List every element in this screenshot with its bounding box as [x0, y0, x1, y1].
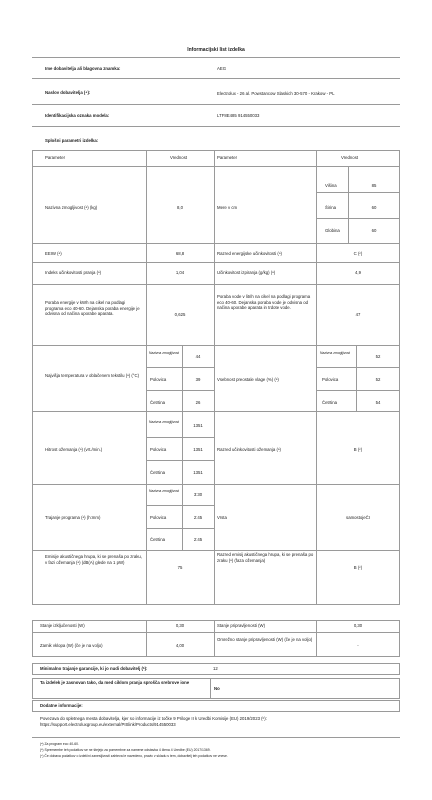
rinsing-value: 4,9 [355, 270, 361, 275]
depth-value: 60 [371, 228, 377, 233]
moisture-half-label: Polovica [322, 377, 339, 382]
spin-speed-rated-value: 1351 [193, 423, 203, 428]
supplier-link-text: Povezava do spletnega mesta dobavitelja, kjer so informacije iz točke 9 Priloge II k Uredbi Komisije (EU) 2019/2023 (ᵇ): https://support.electroluxgroup.eu/external/PISlink/Products/914550033 [40, 716, 267, 727]
warranty-value: 12 [213, 666, 218, 671]
col-header-parameter-right: Parameter [217, 155, 238, 160]
height-value: 85 [371, 183, 377, 188]
supplier-address-label: Naslov dobavitelja (⁴): [45, 90, 91, 95]
width-label: Širina [325, 205, 336, 210]
general-parameters-heading: Splošni parametri izdelka: [45, 138, 99, 143]
spin-speed-quarter-value: 1351 [193, 470, 203, 475]
type-label: Vrsta [217, 515, 227, 520]
model-identifier-value: LTF8E485 914550033 [217, 113, 260, 118]
width-value: 60 [371, 205, 377, 210]
dimensions-label: Mere v cm [217, 205, 238, 210]
supplier-name-value: AEG [217, 66, 227, 71]
rinsing-label: Učinkovitost izpiranja (g/kg) (ᵃ) [217, 270, 276, 275]
temperature-half-value: 39 [195, 377, 201, 382]
temperature-half-label: Polovica [150, 377, 167, 382]
spin-speed-half-value: 1351 [193, 447, 203, 452]
duration-quarter-label: Četrtina [150, 537, 166, 542]
capacity-label: Nazivna zmogljivost (ᵃ) (kg) [45, 205, 98, 210]
spin-class-label: Razred učinkovitosti ožemanja (ᵃ) [217, 447, 281, 452]
sheet-title: Informacijski list izdelka [187, 47, 245, 53]
duration-half-label: Polovica [150, 515, 167, 520]
delay-start-value: 4,00 [175, 643, 185, 648]
warranty-label: Minimalno trajanje garancije, ki jo nudi dobavitelj (ᵇ): [40, 666, 148, 671]
depth-label: Globina [325, 228, 340, 233]
energy-class-label: Razred energijske učinkovitosti (ᵃ) [217, 251, 282, 256]
model-identifier-label: Identifikacijska oznaka modela: [45, 113, 110, 118]
col-header-value-right: Vrednost [341, 155, 359, 160]
spin-speed-half-label: Polovica [150, 447, 167, 452]
spin-speed-label: Hitrost ožemanja (ᵃ) (vrt./min.) [45, 447, 103, 452]
temperature-rated-label: Nazivna zmogljivost [149, 351, 179, 355]
networked-standby-label: Omrežno stanje pripravljenosti (W) (če je na voljo) [217, 637, 313, 642]
temperature-quarter-value: 26 [195, 400, 201, 405]
noise-label: Emisije akustičnega hrupa, ki se prenaša po zraku, v fazi ožemanja (ᵃ) (dB(A) glede na 1 pW) [45, 554, 142, 565]
moisture-label: Vsebnost preostale vlage (%) (ᵃ) [217, 377, 279, 382]
water-consumption-label: Poraba vode v litrih na cikel na podlagi programa eco 40-60. Dejanska poraba vode je odvisna od načina uporabe aparata in trdote vode. [217, 294, 311, 310]
washing-index-label: Indeks učinkovitosti pranja (ᵃ) [45, 270, 102, 275]
moisture-quarter-label: Četrtina [322, 400, 338, 405]
moisture-quarter-value: 54 [375, 400, 381, 405]
networked-standby-value: - [357, 643, 359, 648]
additional-info-label: Dodatne informacije: [40, 703, 83, 708]
type-value: samostojeČI [346, 515, 370, 520]
spin-speed-rated-label: Nazivna zmogljivost [149, 420, 179, 424]
energy-consumption-label: Poraba energije v kWh na cikel na podlagi programa eco 40-60. Dejanska poraba energije je odvisna od načina uporabe aparata. [45, 300, 140, 316]
moisture-rated-label: Nazivna zmogljivost [320, 351, 350, 355]
washing-index-value: 1,04 [175, 270, 185, 275]
footnote-a: (ᵃ) Za program eco 40-60. [40, 742, 79, 746]
duration-rated-value: 3:30 [193, 492, 203, 497]
footnote-c: (ᶜ) Če dobava podatkov o izdelčni zanesljivosti zahteva le navedeno, pravic v skladu s tem, dobavitelj teh podatkov ne vnese. [40, 754, 228, 758]
temperature-quarter-label: Četrtina [150, 400, 166, 405]
spin-speed-quarter-label: Četrtina [150, 470, 166, 475]
col-header-parameter-left: Parameter [45, 155, 66, 160]
duration-rated-label: Nazivna zmogljivost [149, 489, 179, 493]
temperature-rated-value: 44 [195, 354, 201, 359]
off-mode-value: 0,30 [175, 623, 185, 628]
silver-ions-value: No [214, 686, 220, 691]
height-label: Višina [325, 183, 337, 188]
temperature-label: Najvišja temperatura v oblačenem tekstilu (ᵃ) (°C) [45, 373, 140, 378]
moisture-rated-value: 52 [375, 354, 381, 359]
eei-value: 68,8 [175, 251, 185, 256]
noise-class-label: Razred emisij akustičnega hrupa, ki se prenaša po zraku (ᵃ) (faza ožemanja) [217, 552, 314, 563]
delay-start-label: Zamik vklopa (W) (če je na voljo) [40, 643, 103, 648]
col-header-value-left: Vrednost [170, 155, 188, 160]
energy-consumption-value: 0,625 [174, 312, 186, 317]
spin-class-value: B (ᶜ) [353, 447, 363, 452]
off-mode-label: Stanje izključenosti (W) [40, 623, 85, 628]
eei-label: EEIW (ᵃ) [45, 251, 62, 256]
standby-label: Stanje pripravljenosti (W) [217, 623, 265, 628]
duration-half-value: 2:45 [193, 515, 203, 520]
footnote-b: (ᵇ) Spremembe teh podatkov se ne štejejo za pomembne za namene odstavka 4 člena 4 Uredbe (EU) 2017/1369. [40, 748, 211, 752]
moisture-half-value: 52 [375, 377, 381, 382]
supplier-name-label: Ime dobavitelja ali blagovna znamka: [45, 66, 121, 71]
energy-class-value: C (ᶜ) [353, 251, 363, 256]
duration-label: Trajanje programa (ᵃ) (h:mm) [45, 515, 101, 520]
silver-ions-label: Ta izdelek je zasnovan tako, da med ciklom pranja sprošča srebrove ione [40, 680, 190, 685]
capacity-value: 8,0 [177, 205, 183, 210]
duration-quarter-value: 2:45 [193, 537, 203, 542]
water-consumption-value: 47 [355, 312, 361, 317]
noise-value: 75 [177, 565, 183, 570]
supplier-address-value: Electrolux - 26 al. Powstancow Slaskich 30-570 - Krakow - PL [217, 91, 335, 96]
standby-value: 0,30 [353, 623, 363, 628]
additional-info-row [32, 700, 400, 712]
noise-class-value: B (ᶜ) [353, 565, 363, 570]
